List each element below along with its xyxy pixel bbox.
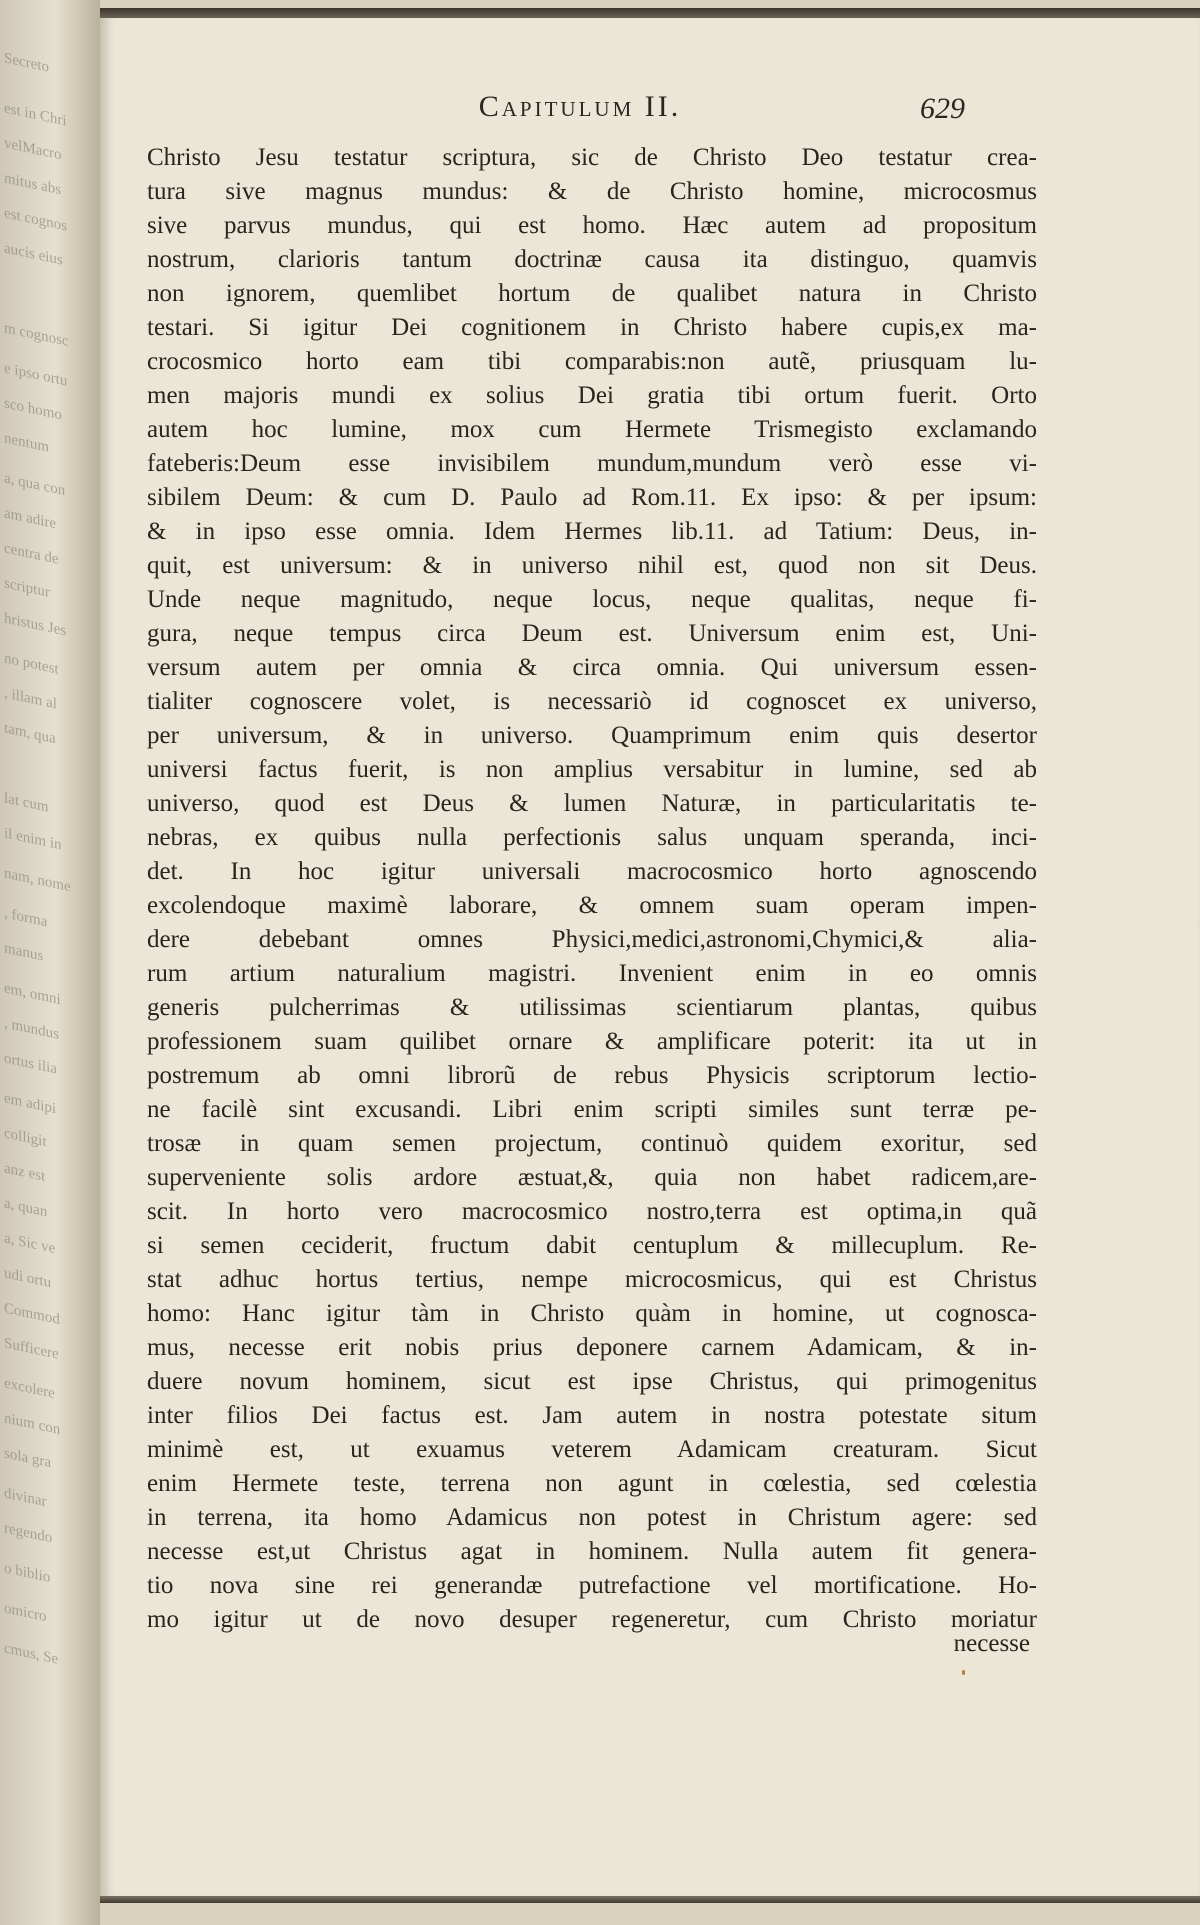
facing-page-bleed-text: , illam al — [4, 685, 57, 713]
text-line: tialiter cognoscere volet, is necessariò id cognoscet ex universo, — [147, 688, 1037, 715]
text-line: nebras, ex quibus nulla perfectionis salus unquam speranda, inci- — [147, 824, 1037, 851]
text-line: homo: Hanc igitur tàm in Christo quàm in homine, ut cognosca- — [147, 1300, 1037, 1327]
text-line: rum artium naturalium magistri. Invenient enim in eo omnis — [147, 960, 1037, 987]
text-line: gura, neque tempus circa Deum est. Universum enim est, Uni- — [147, 620, 1037, 647]
book-page — [100, 8, 1200, 1903]
page-header — [100, 90, 1200, 134]
facing-page-bleed-text: Sufficere — [4, 1335, 59, 1363]
text-line: minimè est, ut exuamus veterem Adamicam creaturam. Sicut — [147, 1436, 1037, 1463]
facing-page-bleed-text: manus — [4, 940, 44, 965]
text-line: excolendoque maximè laborare, & omnem suam operam impen- — [147, 892, 1037, 919]
facing-page-bleed-text: , forma — [4, 905, 48, 931]
facing-page-bleed-text: regendo — [4, 1520, 53, 1547]
facing-page-bleed-text: est cognos — [4, 205, 67, 235]
facing-page-bleed-text: lat cum — [4, 790, 49, 816]
facing-page-bleed-text: centra de — [4, 540, 59, 568]
body-text — [147, 141, 1037, 1637]
paper-stain — [1175, 745, 1200, 1001]
text-line: ne facilè sint excusandi. Libri enim scripti similes sunt terræ pe- — [147, 1096, 1037, 1123]
facing-page-bleed-text: est in Chri — [4, 100, 67, 130]
facing-page-bleed-text: ortus ilia — [4, 1050, 57, 1078]
text-line: universo, quod est Deus & lumen Naturæ, in particularitatis te- — [147, 790, 1037, 817]
facing-page-bleed-text: velMacro — [4, 135, 62, 164]
facing-page-bleed-text: e ipso ortu — [4, 360, 68, 390]
text-line: testari. Si igitur Dei cognitionem in Christo habere cupis,ex ma- — [147, 314, 1037, 341]
facing-page-bleed-text: sco homo — [4, 395, 62, 424]
page-bottom-edge — [100, 1896, 1200, 1903]
facing-page-bleed-text: Commod — [4, 1300, 60, 1329]
facing-page-bleed-text: a, Sic ve — [4, 1230, 56, 1258]
text-line: men majoris mundi ex solius Dei gratia tibi ortum fuerit. Orto — [147, 382, 1037, 409]
text-line: in terrena, ita homo Adamicus non potest in Christum agere: sed — [147, 1504, 1037, 1531]
facing-page-bleed-text: a, qua con — [4, 470, 66, 500]
facing-page-bleed-text: Secreto — [4, 50, 49, 76]
text-line: si semen ceciderit, fructum dabit centuplum & millecuplum. Re- — [147, 1232, 1037, 1259]
text-line: nostrum, clarioris tantum doctrinæ causa ita distinguo, quamvis — [147, 246, 1037, 273]
text-line: det. In hoc igitur universali macrocosmico horto agnoscendo — [147, 858, 1037, 885]
ink-speck — [962, 1670, 965, 1675]
text-line: dere debebant omnes Physici,medici,astronomi,Chymici,& alia- — [147, 926, 1037, 953]
text-line: necesse est,ut Christus agat in hominem. Nulla autem fit genera- — [147, 1538, 1037, 1565]
facing-page-bleed-text: tam, qua — [4, 720, 56, 748]
page-top-edge — [100, 8, 1200, 18]
facing-page-bleed-text: , mundus — [4, 1015, 60, 1043]
facing-page-bleed-text: o biblio — [4, 1560, 51, 1587]
page-number: 629 — [920, 92, 965, 125]
text-line: trosæ in quam semen projectum, continuò quidem exoritur, sed — [147, 1130, 1037, 1157]
facing-page-bleed-text: excolere — [4, 1375, 55, 1403]
text-line: mus, necesse erit nobis prius deponere carnem Adamicam, & in- — [147, 1334, 1037, 1361]
facing-page-bleed-text: am adire — [4, 505, 57, 533]
text-line: stat adhuc hortus tertius, nempe microcosmicus, qui est Christus — [147, 1266, 1037, 1293]
text-line: postremum ab omni librorũ de rebus Physicis scriptorum lectio- — [147, 1062, 1037, 1089]
facing-page-bleed-text: no potest — [4, 650, 59, 678]
text-line: crocosmico horto eam tibi comparabis:non autẽ, priusquam lu- — [147, 348, 1037, 375]
text-line: enim Hermete teste, terrena non agunt in cœlestia, sed cœlestia — [147, 1470, 1037, 1497]
text-line: tio nova sine rei generandæ putrefactione vel mortificatione. Ho- — [147, 1572, 1037, 1599]
facing-page-bleed-text: scriptur — [4, 575, 50, 601]
facing-page-bleed-text: nium con — [4, 1410, 61, 1439]
text-line: inter filios Dei factus est. Jam autem in nostra potestate situm — [147, 1402, 1037, 1429]
text-line: universi factus fuerit, is non amplius versabitur in lumine, sed ab — [147, 756, 1037, 783]
text-line: per universum, & in universo. Quamprimum enim quis desertor — [147, 722, 1037, 749]
facing-page-bleed-text: anz est — [4, 1160, 46, 1185]
facing-page-bleed-text: cmus, Se — [4, 1640, 59, 1668]
text-line: autem hoc lumine, mox cum Hermete Trismegisto exclamando — [147, 416, 1037, 443]
text-line: Unde neque magnitudo, neque locus, neque qualitas, neque fi- — [147, 586, 1037, 613]
text-line: generis pulcherrimas & utilissimas scientiarum plantas, quibus — [147, 994, 1037, 1021]
text-line: duere novum hominem, sicut est ipse Christus, qui primogenitus — [147, 1368, 1037, 1395]
facing-page-bleed-text: em, omni — [4, 980, 61, 1009]
text-line: superveniente solis ardore æstuat,&, quia non habet radicem,are- — [147, 1164, 1037, 1191]
facing-page-bleed-text: colligit — [4, 1125, 47, 1151]
facing-page-bleed-text: sola gra — [4, 1445, 52, 1472]
text-line: non ignorem, quemlibet hortum de qualibet natura in Christo — [147, 280, 1037, 307]
text-line: quit, est universum: & in universo nihil est, quod non sit Deus. — [147, 552, 1037, 579]
text-line: Christo Jesu testatur scriptura, sic de Christo Deo testatur crea- — [147, 144, 1037, 171]
text-line: mo igitur ut de novo desuper regeneretur, cum Christo moriatur — [147, 1606, 1037, 1633]
facing-page-bleed-text: nam, nome — [4, 865, 71, 896]
facing-page-bleed-text: hristus Jes — [4, 610, 67, 640]
text-line: sive parvus mundus, qui est homo. Hæc autem ad propositum — [147, 212, 1037, 239]
facing-page-bleed-text: divinar — [4, 1485, 47, 1511]
text-line: & in ipso esse omnia. Idem Hermes lib.11. ad Tatium: Deus, in- — [147, 518, 1037, 545]
facing-page-bleed-text: omicro — [4, 1600, 47, 1626]
text-line: sibilem Deum: & cum D. Paulo ad Rom.11. Ex ipso: & per ipsum: — [147, 484, 1037, 511]
text-line: fateberis:Deum esse invisibilem mundum,mundum verò esse vi- — [147, 450, 1037, 477]
text-line: versum autem per omnia & circa omnia. Qui universum essen- — [147, 654, 1037, 681]
catchword: necesse — [953, 1630, 1030, 1657]
facing-page-bleed-text: mitus abs — [4, 170, 62, 199]
facing-page-bleed-text: il enim in — [4, 825, 62, 854]
text-line: professionem suam quilibet ornare & amplificare poterit: ita ut in — [147, 1028, 1037, 1055]
text-line: tura sive magnus mundus: & de Christo homine, microcosmus — [147, 178, 1037, 205]
facing-page-bleed-text: m cognosc — [4, 320, 69, 350]
facing-page-gutter — [0, 0, 100, 1925]
running-title: Capitulum II. — [478, 90, 682, 123]
facing-page-bleed-text: udi ortu — [4, 1265, 52, 1292]
facing-page-bleed-text: nentum — [4, 430, 49, 456]
facing-page-bleed-text: a, quan — [4, 1195, 48, 1221]
facing-page-bleed-text: aucis eius — [4, 240, 63, 269]
text-line: scit. In horto vero macrocosmico nostro,terra est optima,in quã — [147, 1198, 1037, 1225]
facing-page-bleed-text: em adipi — [4, 1090, 57, 1118]
